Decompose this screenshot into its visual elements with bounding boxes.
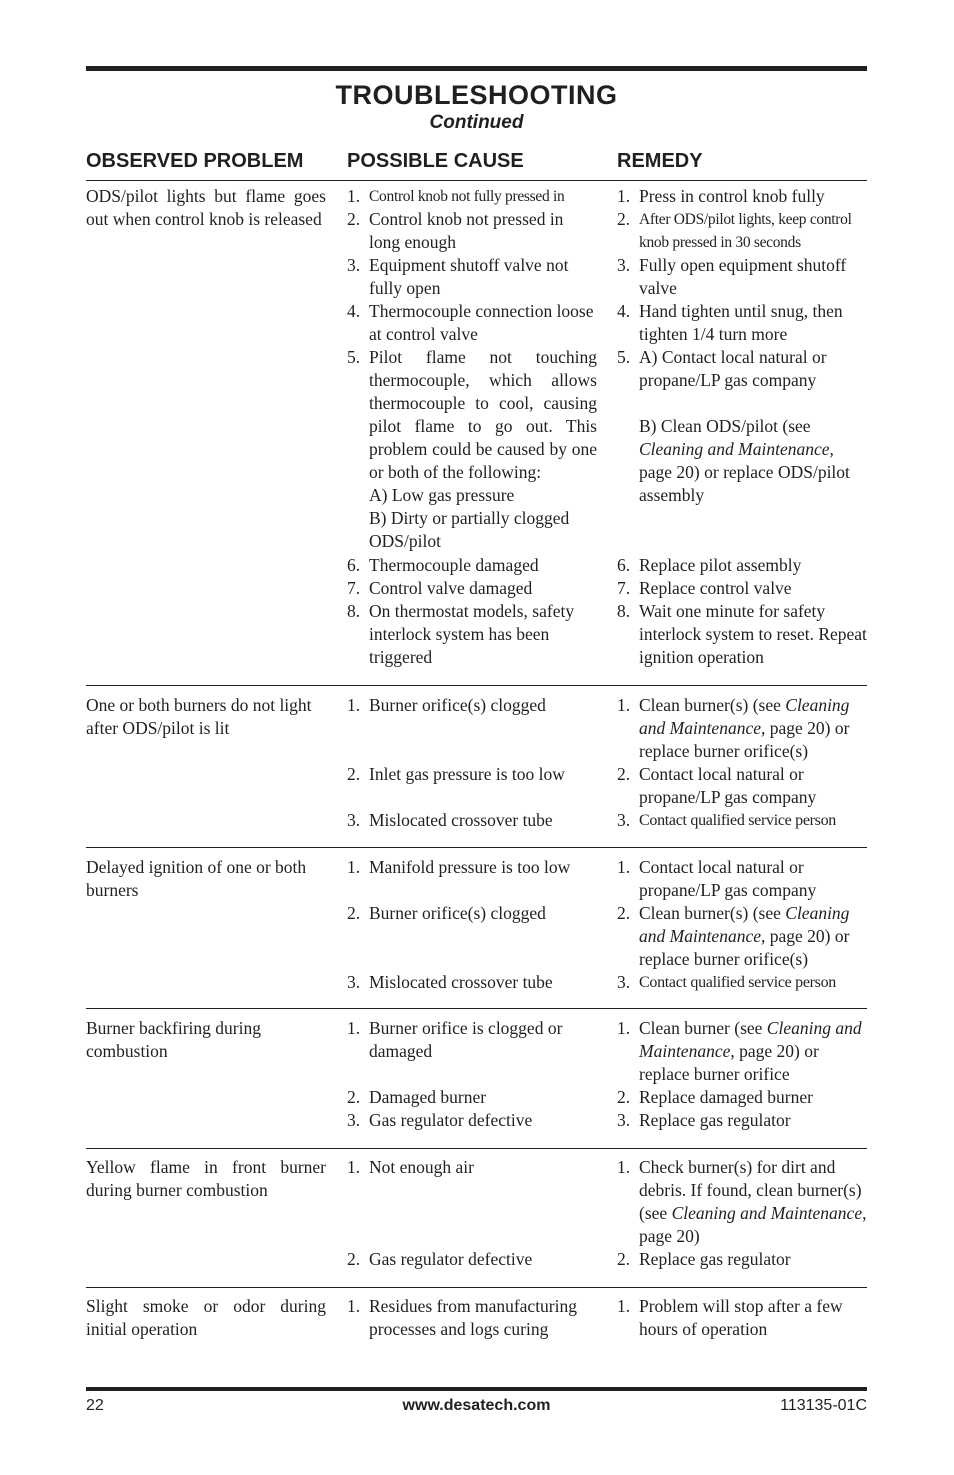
row-divider: [86, 1008, 867, 1009]
row-divider: [86, 847, 867, 848]
cause-item: 1. Residues from manufacturing processes and logs curing: [347, 1296, 578, 1339]
remedy-item: 1. Problem will stop after a few hours of operation: [617, 1296, 843, 1339]
header-rule: [86, 180, 867, 181]
remedy-item: 3. Replace gas regulator: [617, 1110, 791, 1130]
cause-item: 1. Control knob not fully pressed in: [347, 186, 565, 206]
footer-rule: [86, 1387, 867, 1391]
cause-item: 2. Burner orifice(s) clogged: [347, 903, 546, 923]
observed-problem: Burner backfiring during combustion: [86, 1018, 261, 1061]
page-title: TROUBLESHOOTING: [335, 80, 618, 110]
column-header-cause: POSSIBLE CAUSE: [347, 150, 524, 172]
remedy-item: 2. Clean burner(s) (see Cleaning and Maintenance, page 20) or replace burner orifice(s): [617, 903, 850, 969]
document-number: 113135-01C: [780, 1397, 867, 1414]
remedy-item: 2. Contact local natural or propane/LP gas company: [617, 764, 817, 807]
remedy-item: 5. A) Contact local natural or propane/LP gas company B) Clean ODS/pilot (see Cleaning and Maintenance, page 20) or replace ODS/pilot assembly: [617, 347, 850, 505]
remedy-item: 3. Contact qualified service person: [617, 810, 836, 830]
row-divider: [86, 1148, 867, 1149]
cause-item: 1. Burner orifice(s) clogged: [347, 695, 546, 715]
observed-problem: Delayed ignition of one or both burners: [86, 857, 307, 900]
remedy-item: 2. Replace gas regulator: [617, 1249, 791, 1269]
remedy-item: 8. Wait one minute for safety interlock system to reset. Repeat ignition operation: [617, 601, 867, 667]
cause-item: 3. Gas regulator defective: [347, 1110, 533, 1130]
cause-item: 5. Pilot flame not touching thermocouple, which allows thermocouple to cool, causing pilot flame to go out. This problem could be caused by one or both of the following: A) Low gas pressure B) Dirty or partially clogged ODS/pilot: [347, 347, 597, 551]
top-rule: [86, 66, 867, 71]
cause-item: 8. On thermostat models, safety interlock system has been triggered: [347, 601, 575, 667]
cause-item: 1. Not enough air: [347, 1157, 474, 1177]
cause-item: 1. Manifold pressure is too low: [347, 857, 571, 877]
cause-item: 3. Mislocated crossover tube: [347, 972, 553, 992]
remedy-item: 1. Press in control knob fully: [617, 186, 825, 206]
remedy-item: 6. Replace pilot assembly: [617, 555, 802, 575]
remedy-item: 2. After ODS/pilot lights, keep control knob pressed in 30 seconds: [617, 209, 852, 251]
remedy-item: 2. Replace damaged burner: [617, 1087, 813, 1107]
cause-item: 2. Inlet gas pressure is too low: [347, 764, 565, 784]
footer-url: www.desatech.com: [402, 1397, 551, 1414]
cause-item: 3. Equipment shutoff valve not fully open: [347, 255, 569, 298]
remedy-item: 7. Replace control valve: [617, 578, 792, 598]
remedy-item: 4. Hand tighten until snug, then tighten 1/4 turn more: [617, 301, 843, 344]
remedy-item: 1. Clean burner (see Cleaning and Maintenance, page 20) or replace burner orifice: [617, 1018, 862, 1084]
cause-item: 1. Burner orifice is clogged or damaged: [347, 1018, 563, 1061]
cause-item: 4. Thermocouple connection loose at control valve: [347, 301, 594, 344]
column-header-remedy: REMEDY: [617, 150, 703, 172]
cause-item: 2. Control knob not pressed in long enough: [347, 209, 564, 252]
cause-item: 3. Mislocated crossover tube: [347, 810, 553, 830]
row-divider: [86, 1287, 867, 1288]
cause-item: 2. Damaged burner: [347, 1087, 487, 1107]
cause-item: 2. Gas regulator defective: [347, 1249, 533, 1269]
observed-problem: Slight smoke or odor during initial operation: [86, 1296, 326, 1339]
remedy-item: 1. Contact local natural or propane/LP gas company: [617, 857, 817, 900]
observed-problem: One or both burners do not light after ODS/pilot is lit: [86, 695, 312, 738]
remedy-item: 1. Check burner(s) for dirt and debris. If found, clean burner(s) (see Cleaning and Maintenance, page 20): [617, 1157, 867, 1246]
observed-problem: Yellow flame in front burner during burner combustion: [86, 1157, 326, 1200]
observed-problem: ODS/pilot lights but flame goes out when control knob is released: [86, 186, 326, 229]
row-divider: [86, 685, 867, 686]
page-subtitle: Continued: [429, 112, 524, 133]
cause-item: 6. Thermocouple damaged: [347, 555, 539, 575]
remedy-item: 1. Clean burner(s) (see Cleaning and Maintenance, page 20) or replace burner orifice(s): [617, 695, 850, 761]
column-header-problem: OBSERVED PROBLEM: [86, 150, 304, 172]
remedy-item: 3. Fully open equipment shutoff valve: [617, 255, 847, 298]
cause-item: 7. Control valve damaged: [347, 578, 533, 598]
page-number: 22: [86, 1397, 104, 1414]
remedy-item: 3. Contact qualified service person: [617, 972, 836, 992]
